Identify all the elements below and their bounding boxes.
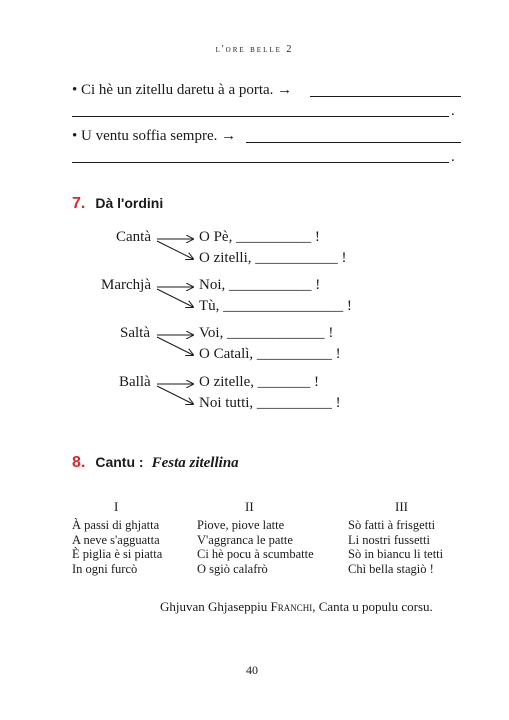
- section-7-number: 7.: [72, 195, 86, 212]
- stanza-1: [72, 518, 162, 576]
- verb-salta: Saltà: [120, 325, 150, 341]
- poem-credit: [160, 599, 433, 615]
- arrow-marchja-2: [157, 289, 193, 307]
- stanza-1-line: A neve s'agguatta: [72, 532, 160, 547]
- verb-marchja: Marchjà: [101, 277, 151, 293]
- stanza-heading-2: II: [245, 499, 254, 514]
- stanza-heading-1: I: [114, 499, 119, 514]
- running-header: l'ore belle 2: [215, 44, 294, 55]
- section-8-subtitle: Festa zitellina: [151, 455, 239, 471]
- order-salta-2: O Catalì, __________ !: [199, 346, 341, 362]
- stanza-3-line: Chì bella stagiò !: [348, 561, 434, 576]
- order-balla-2: Noi tutti, __________ !: [199, 395, 341, 411]
- section-8-number: 8.: [72, 454, 86, 471]
- section-7-title: Dà l'ordini: [95, 195, 164, 211]
- stanza-2-line: O sgiò calafrò: [197, 561, 268, 576]
- credit-surname: Franchi: [270, 599, 313, 614]
- period-1: .: [451, 103, 455, 119]
- stanza-1-line: In ogni furcò: [72, 561, 138, 576]
- credit-source: , Canta u populu corsu.: [312, 599, 433, 614]
- stanza-3: [348, 518, 443, 576]
- order-salta-1: Voi, _____________ !: [199, 325, 334, 341]
- stanza-1-line: À passi di ghjatta: [72, 518, 160, 532]
- credit-author: Ghjuvan Ghjaseppiu: [160, 599, 268, 614]
- order-marchja-2: Tù, ________________ !: [199, 298, 352, 314]
- verb-canta: Cantà: [116, 229, 151, 245]
- period-2: .: [451, 149, 455, 165]
- exercise-sentence-2: • U ventu soffia sempre. →: [72, 128, 237, 144]
- verb-balla: Ballà: [119, 374, 151, 390]
- stanza-3-line: Li nostri fussetti: [348, 532, 430, 547]
- arrow-balla-2: [157, 386, 193, 404]
- stanza-3-line: Sò fatti à frisgetti: [348, 518, 436, 532]
- order-balla-1: O zitelle, _______ !: [199, 374, 319, 390]
- stanza-1-line: È piglia è si piatta: [72, 547, 163, 561]
- stanza-2-line: Piove, piove latte: [197, 518, 285, 532]
- arrow-salta-2: [157, 337, 193, 355]
- stanza-2-line: Ci hè pocu à scumbatte: [197, 547, 314, 561]
- order-canta-2: O zitelli, ___________ !: [199, 250, 347, 266]
- section-8-title: Cantu :: [95, 454, 144, 470]
- stanza-2: [197, 518, 314, 576]
- page-number: 40: [246, 663, 258, 677]
- order-marchja-1: Noi, ___________ !: [199, 277, 321, 293]
- stanza-heading-3: III: [395, 499, 408, 514]
- order-canta-1: O Pè, __________ !: [199, 229, 320, 245]
- arrow-canta-2: [157, 241, 193, 259]
- exercise-sentence-1: • Ci hè un zitellu daretu à a porta. →: [72, 82, 293, 98]
- stanza-3-line: Sò in biancu li tetti: [348, 547, 444, 561]
- stanza-2-line: V'aggranca le patte: [197, 532, 293, 547]
- section-8-heading: [72, 454, 239, 472]
